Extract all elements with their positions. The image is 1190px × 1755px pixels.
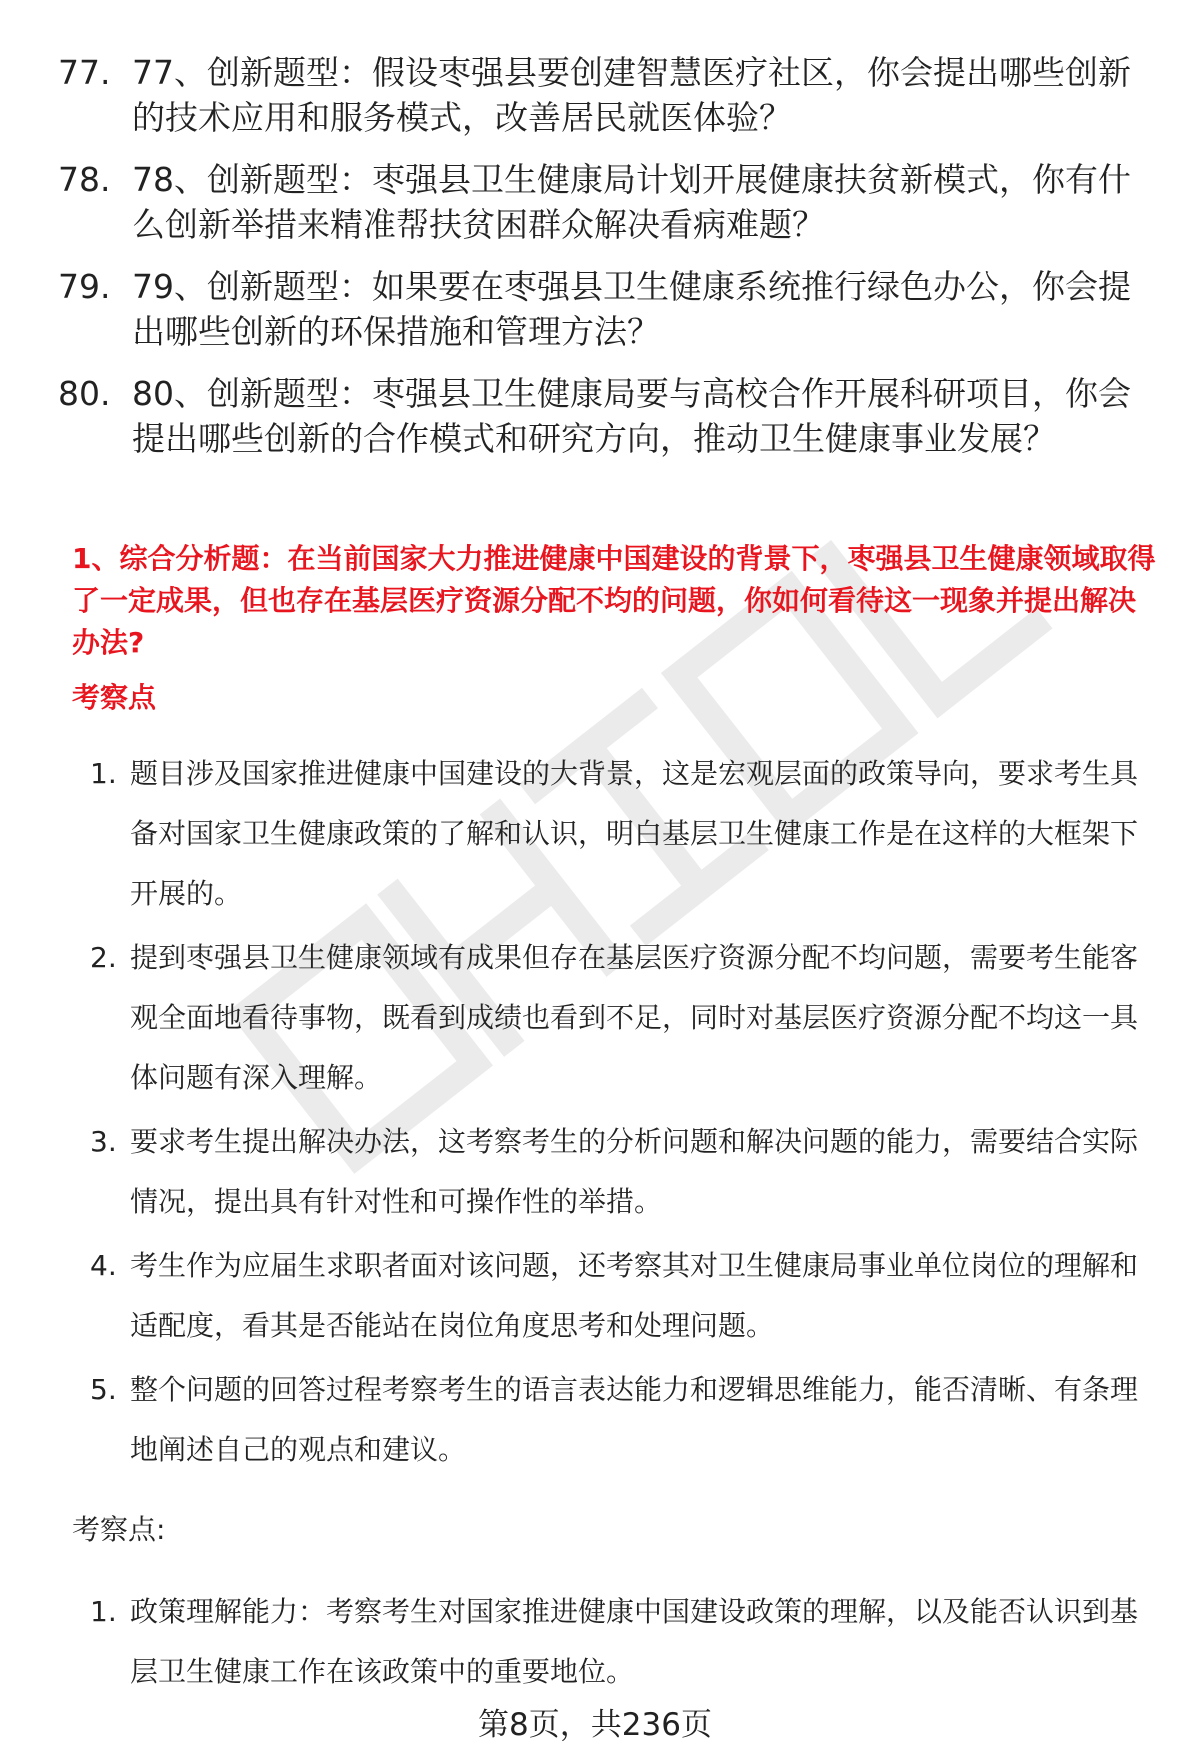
list-item-text: 提到枣强县卫生健康领域有成果但存在基层医疗资源分配不均问题，需要考生能客观全面地看待事物，既看到成绩也看到不足，同时对基层医疗资源分配不均这一具体问题有深入理解。 xyxy=(130,941,1139,1094)
list-item-text: 政策理解能力：考察考生对国家推进健康中国建设政策的理解，以及能否认识到基层卫生健康工作在该政策中的重要地位。 xyxy=(130,1595,1139,1688)
examination-points-subheading: 考察点: xyxy=(72,1513,166,1546)
question-text: 77、创新题型：假设枣强县要创建智慧医疗社区，你会提出哪些创新的技术应用和服务模式，改善居民就医体验？ xyxy=(132,53,1131,137)
list-item-number: 1. xyxy=(90,1595,117,1628)
question-number: 80. xyxy=(58,374,111,413)
question-item xyxy=(52,264,1162,354)
question-list xyxy=(52,50,1162,478)
examination-points-list xyxy=(72,744,1162,1484)
question-text: 80、创新题型：枣强县卫生健康局要与高校合作开展科研项目，你会提出哪些创新的合作模式和研究方向，推动卫生健康事业发展？ xyxy=(132,374,1131,458)
question-item xyxy=(52,371,1162,461)
list-item xyxy=(72,1360,1162,1480)
list-item-number: 2. xyxy=(90,941,117,974)
list-item xyxy=(72,1112,1162,1232)
list-item-number: 5. xyxy=(90,1373,117,1406)
list-item xyxy=(72,928,1162,1108)
examination-points-heading: 考察点 xyxy=(72,681,157,714)
question-text: 79、创新题型：如果要在枣强县卫生健康系统推行绿色办公，你会提出哪些创新的环保措施和管理方法？ xyxy=(132,267,1131,351)
list-item-number: 3. xyxy=(90,1125,117,1158)
question-number: 78. xyxy=(58,160,111,199)
list-item-text: 考生作为应届生求职者面对该问题，还考察其对卫生健康局事业单位岗位的理解和适配度，看其是否能站在岗位角度思考和处理问题。 xyxy=(130,1249,1139,1342)
page-footer: 第8页，共236页 xyxy=(478,1707,712,1743)
list-item xyxy=(72,1236,1162,1356)
list-item-number: 1. xyxy=(90,757,117,790)
analysis-question-heading: 1、综合分析题：在当前国家大力推进健康中国建设的背景下，枣强县卫生健康领域取得了一定成果，但也存在基层医疗资源分配不均的问题，你如何看待这一现象并提出解决办法? xyxy=(72,542,1156,659)
list-item-number: 4. xyxy=(90,1249,117,1282)
list-item xyxy=(72,1582,1162,1702)
list-item-text: 题目涉及国家推进健康中国建设的大背景，这是宏观层面的政策导向，要求考生具备对国家卫生健康政策的了解和认识，明白基层卫生健康工作是在这样的大框架下开展的。 xyxy=(130,757,1139,910)
list-item-text: 要求考生提出解决办法，这考察考生的分析问题和解决问题的能力，需要结合实际情况，提出具有针对性和可操作性的举措。 xyxy=(130,1125,1139,1218)
question-text: 78、创新题型：枣强县卫生健康局计划开展健康扶贫新模式，你有什么创新举措来精准帮扶贫困群众解决看病难题？ xyxy=(132,160,1131,244)
policy-points-list xyxy=(72,1582,1162,1706)
question-number: 77. xyxy=(58,53,111,92)
list-item-text: 整个问题的回答过程考察考生的语言表达能力和逻辑思维能力，能否清晰、有条理地阐述自己的观点和建议。 xyxy=(130,1373,1139,1466)
question-item xyxy=(52,157,1162,247)
question-item xyxy=(52,50,1162,140)
list-item xyxy=(72,744,1162,924)
question-number: 79. xyxy=(58,267,111,306)
